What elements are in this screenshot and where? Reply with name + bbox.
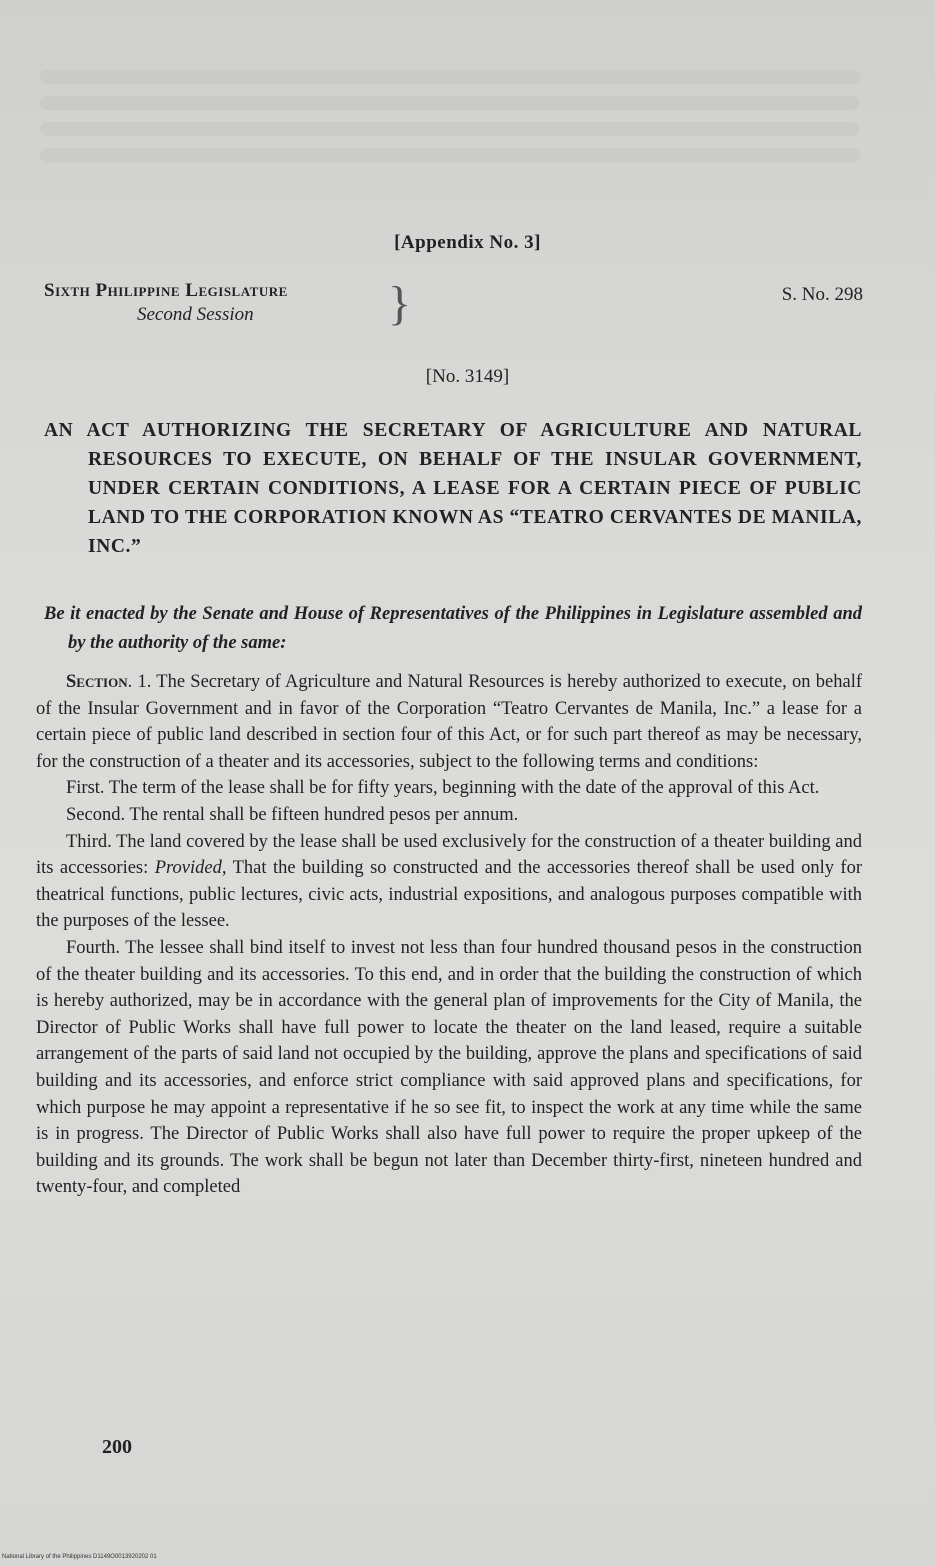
- bleed-through-line: [40, 70, 860, 84]
- enacting-clause: Be it enacted by the Senate and House of Representatives of the Philippines in Legislature assembled and by the authority of the same:: [44, 604, 862, 653]
- legislature-name: Sixth Philippine Legislature: [44, 280, 288, 301]
- second-condition: Second. The rental shall be fifteen hundred pesos per annum.: [66, 804, 519, 825]
- brace-mark: }: [388, 277, 412, 330]
- section-label: Section: [66, 672, 128, 692]
- provided-word: Provided,: [154, 858, 227, 879]
- bill-number: S. No. 298: [781, 284, 863, 305]
- bleed-through-line: [40, 96, 860, 110]
- page-number: 200: [102, 1436, 132, 1458]
- fourth-condition: Fourth. The lessee shall bind itself to invest not less than four hundred thousand pesos in the construction of the theater building and its accessories. To this end, and in order that the building the construction of which is hereby authorized, may be in accordance with the general plan of improvements for the City of Manila, the Director of Public Works shall have full power to locate the theater on the land leased, require a suitable arrangement of the parts of said land not occupied by the building, approve the plans and specifications of said building and its accessories, and enforce strict compliance with said approved plans and specifications, for which purpose he may appoint a representative if he so see fit, to inspect the work at any time while the same is in progress. The Director of Public Works shall also have full power to require the proper upkeep of the building and its grounds. The work shall be begun not later than December thirty-first, nineteen hundred and twenty-four, and completed: [36, 937, 862, 1198]
- scan-footer: National Library of the Philippines D1149O0013920202 01: [2, 1554, 157, 1560]
- first-condition: First. The term of the lease shall be for fifty years, beginning with the date of the approval of this Act.: [66, 778, 820, 799]
- act-number: [No. 3149]: [425, 366, 510, 387]
- act-title: AN ACT AUTHORIZING THE SECRETARY OF AGRICULTURE AND NATURAL RESOURCES TO EXECUTE, ON BEHALF OF THE INSULAR GOVERNMENT, UNDER CERTAIN CONDITIONS, A LEASE FOR A CERTAIN PIECE OF PUBLIC LAND TO THE CORPORATION KNOWN AS “TEATRO CERVANTES DE MANILA, INC.”: [44, 420, 862, 557]
- third-condition: [36, 829, 862, 935]
- third-text-after: That the building so constructed and the accessories thereof shall be used only for theatrical functions, public lectures, civic acts, industrial expositions, and analogous purposes compatible with the purposes of the lessee.: [36, 858, 862, 932]
- act-body: [36, 669, 862, 1201]
- legislature-block: [44, 280, 288, 326]
- third-text-before: Third. The land covered by the lease shall be used exclusively for the construction of a theater building and its accessories:: [36, 831, 862, 879]
- appendix-heading: [Appendix No. 3]: [394, 232, 541, 253]
- bleed-through-line: [40, 122, 860, 136]
- bleed-through-line: [40, 148, 860, 162]
- section-1-paragraph: Section. 1. The Secretary of Agriculture and Natural Resources is hereby authorized to execute, on behalf of the Insular Government and in favor of the Corporation “Teatro Cervantes de Manila, Inc.” a lease for a certain piece of public land described in section four of this Act, or for such part thereof as may be necessary, for the construction of a theater and its accessories, subject to the following terms and conditions:: [36, 672, 863, 772]
- section-1-text: 1. The Secretary of Agriculture and Natural Resources is hereby authorized to execute, on behalf of the Insular Government and in favor of the Corporation “Teatro Cervantes de Manila, Inc.” a lease for a certain piece of public land described in section four of this Act, or for such part thereof as may be necessary, for the construction of a theater and its accessories, subject to the following terms and conditions:: [36, 672, 863, 772]
- session-name: Second Session: [137, 304, 254, 325]
